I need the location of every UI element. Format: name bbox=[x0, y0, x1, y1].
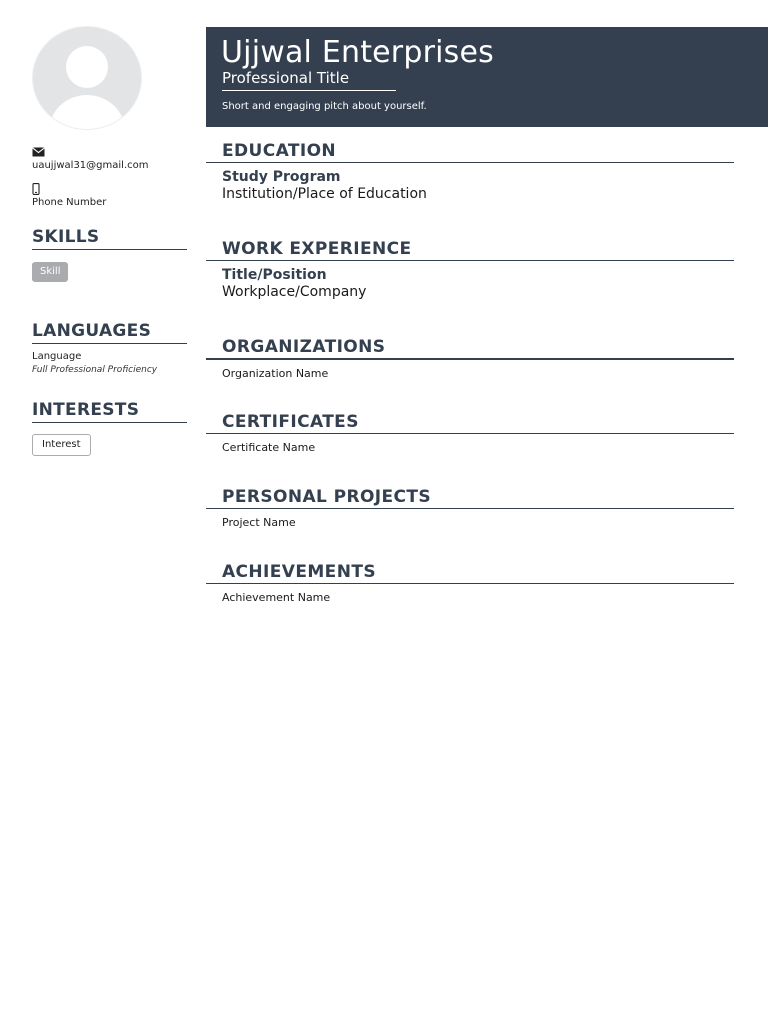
work-experience-heading: WORK EXPERIENCE bbox=[206, 239, 734, 261]
mobile-phone-icon bbox=[32, 183, 40, 195]
achievements-section bbox=[206, 562, 734, 605]
work-experience-section bbox=[206, 239, 734, 301]
achievements-heading: ACHIEVEMENTS bbox=[206, 562, 734, 584]
avatar-placeholder-icon bbox=[33, 27, 141, 129]
contact-phone[interactable] bbox=[32, 183, 187, 209]
skills-section bbox=[32, 227, 187, 282]
skills-heading: SKILLS bbox=[32, 227, 187, 250]
organizations-heading: ORGANIZATIONS bbox=[206, 337, 734, 360]
certificates-heading: CERTIFICATES bbox=[206, 412, 734, 434]
education-heading: EDUCATION bbox=[206, 141, 734, 163]
envelope-icon bbox=[32, 146, 45, 158]
professional-title[interactable]: Professional Title bbox=[222, 68, 396, 91]
education-section bbox=[206, 141, 734, 203]
contact-email[interactable] bbox=[32, 146, 187, 172]
language-item bbox=[32, 350, 187, 377]
personal-projects-heading: PERSONAL PROJECTS bbox=[206, 487, 734, 509]
achievement-name[interactable]: Achievement Name bbox=[222, 591, 331, 604]
interests-section bbox=[32, 400, 187, 456]
email-text[interactable]: uaujjwal31@gmail.com bbox=[32, 160, 149, 171]
certificates-section bbox=[206, 412, 734, 455]
organization-name[interactable]: Organization Name bbox=[222, 367, 329, 380]
interest-tag[interactable]: Interest bbox=[32, 434, 91, 456]
certificate-name[interactable]: Certificate Name bbox=[222, 441, 316, 454]
personal-projects-section bbox=[206, 487, 734, 530]
left-column bbox=[32, 26, 187, 456]
skill-tag[interactable]: Skill bbox=[32, 262, 68, 282]
institution[interactable]: Institution/Place of Education bbox=[222, 186, 427, 202]
languages-heading: LANGUAGES bbox=[32, 321, 187, 344]
project-name[interactable]: Project Name bbox=[222, 516, 296, 529]
avatar[interactable] bbox=[32, 26, 142, 130]
study-program[interactable]: Study Program bbox=[222, 169, 341, 185]
pitch-text[interactable]: Short and engaging pitch about yourself. bbox=[222, 101, 427, 112]
organizations-section bbox=[206, 337, 734, 381]
full-name[interactable]: Ujjwal Enterprises bbox=[221, 35, 494, 70]
phone-text[interactable]: Phone Number bbox=[32, 197, 107, 208]
languages-section bbox=[32, 321, 187, 377]
header-band bbox=[206, 27, 768, 127]
job-position[interactable]: Title/Position bbox=[222, 267, 327, 283]
workplace[interactable]: Workplace/Company bbox=[222, 284, 367, 300]
interests-heading: INTERESTS bbox=[32, 400, 187, 423]
language-name: Language bbox=[32, 351, 82, 362]
language-level: Full Professional Proficiency bbox=[32, 365, 158, 375]
